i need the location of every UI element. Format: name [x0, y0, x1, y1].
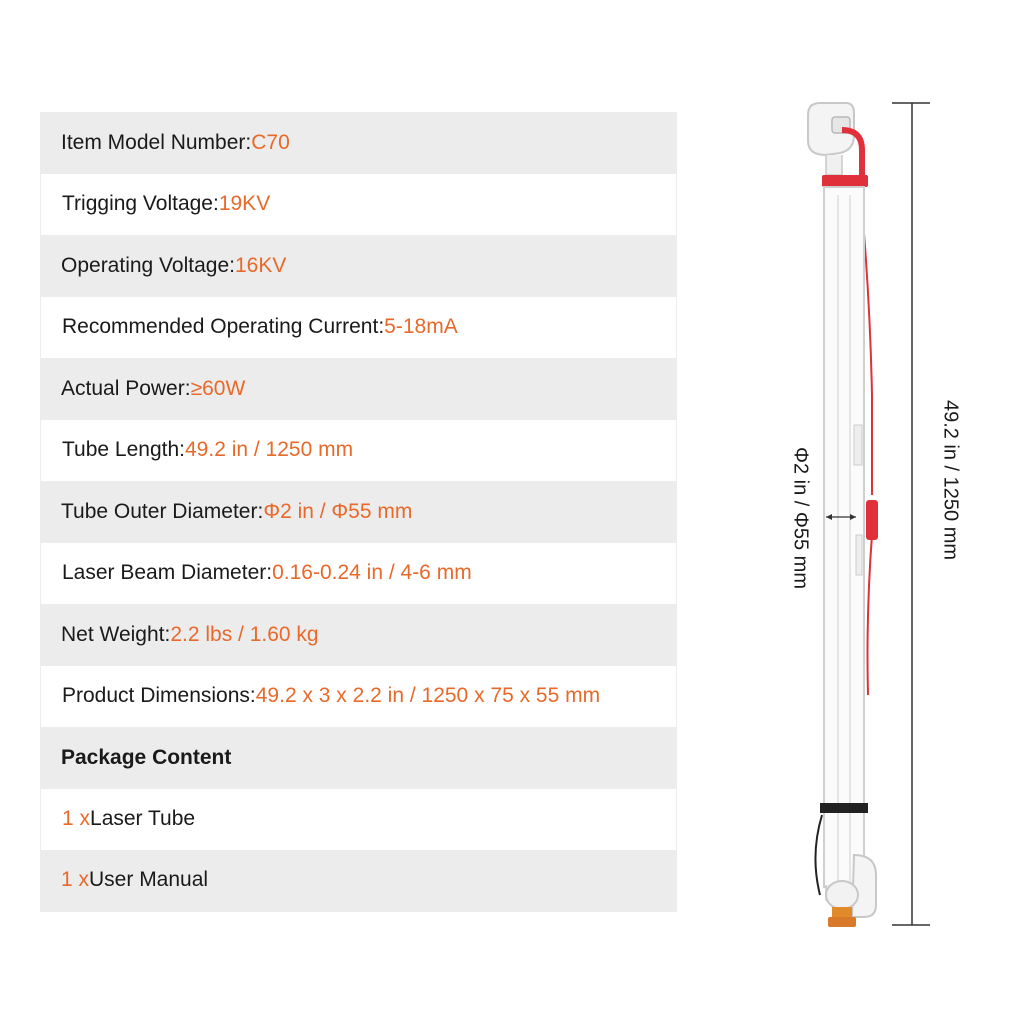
spec-label: Recommended Operating Current:: [62, 315, 385, 339]
package-item-laser-tube: [40, 789, 677, 851]
spec-value: 49.2 x 3 x 2.2 in / 1250 x 75 x 55 mm: [255, 684, 601, 708]
spec-value: 2.2 lbs / 1.60 kg: [170, 622, 319, 646]
spec-label: Operating Voltage:: [61, 253, 235, 277]
spec-row-current: [40, 297, 677, 359]
package-item-qty: 1 x: [62, 807, 91, 831]
spec-row-model: [40, 112, 677, 174]
spec-row-product-dimensions: [40, 666, 677, 728]
spec-label: Tube Length:: [62, 438, 185, 462]
package-item-name: Laser Tube: [90, 807, 196, 831]
spec-value: 19KV: [218, 192, 271, 216]
diameter-arrow-right: [850, 514, 856, 520]
package-item-qty: 1 x: [61, 868, 90, 892]
spec-value: 49.2 in / 1250 mm: [185, 438, 354, 462]
spec-row-power: [40, 358, 677, 420]
diameter-arrow-left: [826, 514, 832, 520]
spec-label: Actual Power:: [61, 376, 191, 400]
package-heading-text: Package Content: [61, 745, 232, 769]
spec-row-tube-length: [40, 420, 677, 482]
spec-table: [40, 112, 677, 912]
tube-diameter-dimension-label: Φ2 in / Φ55 mm: [789, 447, 812, 589]
spec-row-trigger-voltage: [40, 174, 677, 236]
package-content-heading: [40, 727, 677, 789]
spec-value: ≥60W: [190, 376, 246, 400]
spec-label: Item Model Number:: [61, 130, 252, 154]
spec-value: 5-18mA: [384, 315, 458, 339]
spec-label: Trigging Voltage:: [62, 192, 219, 216]
tube-length-dimension-label: 49.2 in / 1250 mm: [939, 399, 962, 561]
spec-row-operating-voltage: [40, 235, 677, 297]
spec-value: C70: [251, 130, 290, 154]
spec-value: 0.16-0.24 in / 4-6 mm: [272, 561, 472, 585]
spec-value: Φ2 in / Φ55 mm: [263, 499, 413, 523]
spec-row-outer-diameter: [40, 481, 677, 543]
spec-value: 16KV: [234, 253, 287, 277]
spec-label: Tube Outer Diameter:: [61, 499, 264, 523]
spec-label: Laser Beam Diameter:: [62, 561, 273, 585]
spec-label: Product Dimensions:: [62, 684, 256, 708]
package-item-name: User Manual: [89, 868, 209, 892]
spec-row-beam-diameter: [40, 543, 677, 605]
spec-row-net-weight: [40, 604, 677, 666]
package-item-user-manual: [40, 850, 677, 912]
spec-label: Net Weight:: [61, 622, 171, 646]
